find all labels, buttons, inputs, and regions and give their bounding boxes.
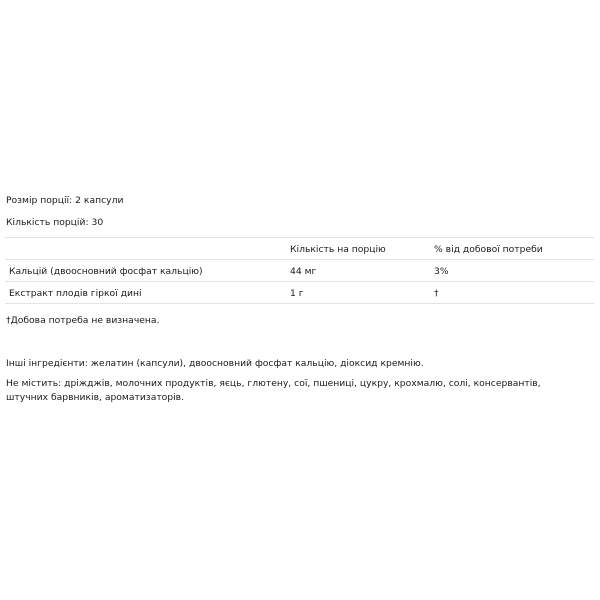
table-divider (5, 259, 594, 260)
serving-size (6, 195, 123, 206)
table-divider (5, 281, 594, 282)
header-amount: Кількість на порцію (290, 244, 386, 255)
table-top-divider (5, 237, 594, 238)
header-daily-value: % від добової потреби (434, 244, 543, 255)
row-daily-value: † (434, 288, 439, 299)
serving-size-label: Розмір порції: (6, 195, 73, 206)
table-bottom-divider (5, 303, 594, 304)
row-daily-value: 3% (434, 266, 449, 277)
row-amount: 44 мг (290, 266, 317, 277)
row-ingredient: Екстракт плодів гіркої дині (9, 288, 142, 299)
servings-count (6, 217, 103, 228)
serving-size-value: 2 капсули (75, 195, 124, 206)
servings-count-value: 30 (91, 217, 104, 228)
row-ingredient: Кальцій (двоосновний фосфат кальцію) (9, 266, 203, 277)
does-not-contain: Не містить: дріжджів, молочних продуктів, яєць, глютену, сої, пшениці, цукру, крохмалю, солі, консервантів, штучних барвників, ароматизаторів. (6, 378, 541, 403)
footnote: †Добова потреба не визначена. (6, 315, 160, 326)
other-ingredients: Інші інгредієнти: желатин (капсули), двоосновний фосфат кальцію, діоксид кремнію. (6, 358, 424, 369)
servings-count-label: Кількість порцій: (6, 217, 89, 228)
row-amount: 1 г (290, 288, 304, 299)
